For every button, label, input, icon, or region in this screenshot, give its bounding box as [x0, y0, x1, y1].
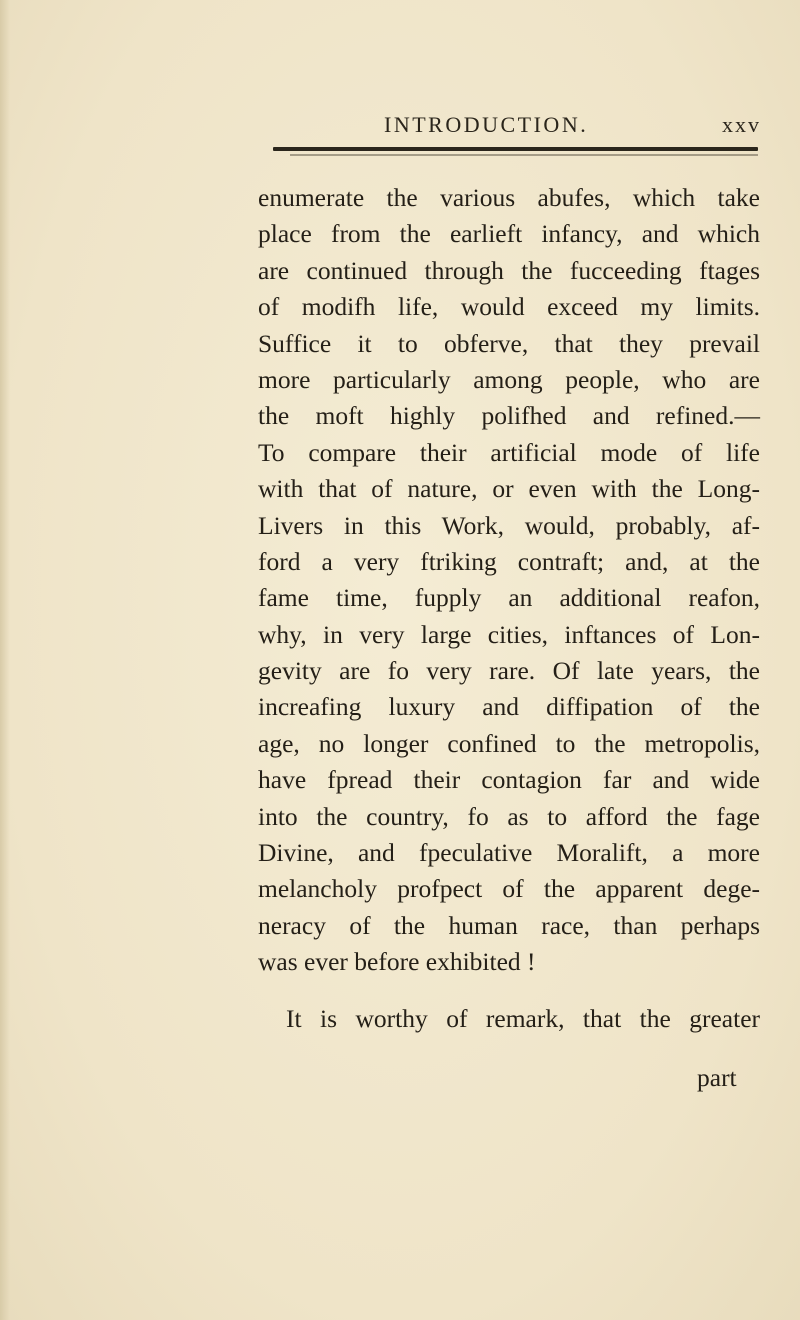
text-line: more particularly among people, who are — [258, 364, 760, 394]
page-header — [0, 112, 800, 142]
text-line: Suffice it to obferve, that they prevail — [258, 328, 760, 358]
text-line: ford a very ftriking contraft; and, at the — [258, 546, 760, 576]
text-line: into the country, fo as to afford the fage — [258, 801, 760, 831]
text-line: are continued through the fucceeding ftages — [258, 255, 760, 285]
text-line: fame time, fupply an additional reafon, — [258, 583, 760, 613]
text-line: Divine, and fpeculative Moralift, a more — [258, 838, 760, 868]
text-line: why, in very large cities, inftances of Lon- — [258, 619, 760, 649]
text-line: have fpread their contagion far and wide — [258, 765, 760, 795]
text-line: was ever before exhibited ! — [258, 947, 536, 977]
text-line: place from the earlieft infancy, and which — [258, 219, 760, 249]
running-head: INTRODUCTION. — [384, 112, 589, 137]
text-line: with that of nature, or even with the Long- — [258, 474, 760, 504]
text-line: increafing luxury and diffipation of the — [258, 692, 760, 722]
paragraph-gap — [258, 981, 760, 1001]
text-line: of modifh life, would exceed my limits. — [258, 292, 760, 322]
header-rule — [273, 147, 758, 151]
text-line: gevity are fo very rare. Of late years, the — [258, 656, 760, 686]
text-line: To compare their artificial mode of life — [258, 437, 760, 467]
body-text — [258, 180, 760, 1037]
text-line: neracy of the human race, than perhaps — [258, 910, 760, 940]
text-line: melancholy profpect of the apparent dege- — [258, 874, 760, 904]
text-line: Livers in this Work, would, probably, af- — [258, 510, 760, 540]
page-number: xxv — [722, 112, 761, 137]
text-line: enumerate the various abufes, which take — [258, 183, 760, 212]
header-rule-shadow — [290, 154, 758, 156]
text-line: It is worthy of remark, that the greater — [286, 1003, 760, 1033]
page-edge-shadow — [0, 0, 10, 1320]
text-line: age, no longer confined to the metropolis, — [258, 728, 760, 758]
text-line: the moft highly polifhed and refined.— — [258, 401, 760, 431]
catchword: part — [697, 1063, 737, 1092]
